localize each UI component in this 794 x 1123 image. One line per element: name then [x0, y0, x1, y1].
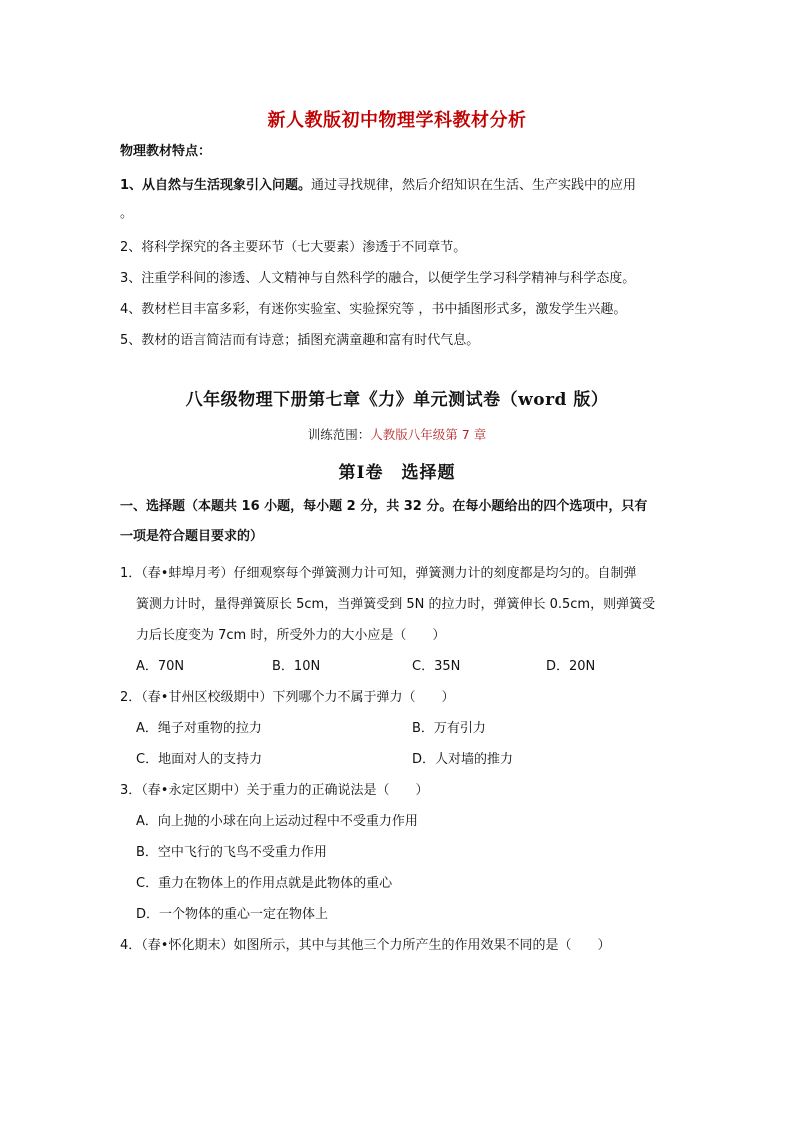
section-instructions-line-2: 一项是符合题目要求的） — [120, 529, 264, 544]
question-2-stem: 2．（春•甘州区校级期中）下列哪个力不属于弹力（ ） — [120, 690, 455, 705]
question-1-option-c: C．35N — [412, 659, 461, 674]
feature-item-5: 5、教材的语言简洁而有诗意；插图充满童趣和富有时代气息。 — [120, 333, 480, 348]
exam-title: 八年级物理下册第七章《力》单元测试卷（word 版） — [185, 390, 609, 410]
question-1-option-b: B．10N — [272, 659, 321, 674]
training-range — [0, 425, 794, 443]
training-range-label: 训练范围： — [307, 427, 371, 442]
question-2-option-d: D．人对墙的推力 — [412, 752, 514, 767]
volume-number: 第Ⅰ卷 — [338, 463, 384, 483]
feature-item-1-text: 通过寻找规律，然后介绍知识在生活、生产实践中的应用 — [311, 178, 637, 193]
question-1-line-3: 力后长度变为 7cm 时，所受外力的大小应是（ ） — [136, 628, 446, 643]
features-heading: 物理教材特点： — [120, 144, 212, 159]
feature-item-1 — [120, 177, 636, 195]
question-4-stem: 4．（春•怀化期末）如图所示，其中与其他三个力所产生的作用效果不同的是（ ） — [120, 938, 611, 953]
training-range-value: 人教版八年级第 7 章 — [370, 427, 487, 442]
section-instructions — [120, 492, 680, 552]
question-2-option-c: C．地面对人的支持力 — [136, 752, 263, 767]
question-3-stem: 3．（春•永定区期中）关于重力的正确说法是（ ） — [120, 783, 429, 798]
question-2-option-b: B．万有引力 — [412, 721, 486, 736]
feature-item-3: 3、注重学科间的渗透、人文精神与自然科学的融合，以便学生学习科学精神与科学态度。 — [120, 271, 636, 286]
feature-item-2: 2、将科学探究的各主要环节（七大要素）渗透于不同章节。 — [120, 240, 467, 255]
feature-item-1-lead: 1、从自然与生活现象引入问题。 — [120, 178, 312, 193]
question-3-option-a: A．向上抛的小球在向上运动过程中不受重力作用 — [136, 814, 418, 829]
question-3-option-d: D．一个物体的重心一定在物体上 — [136, 907, 329, 922]
feature-item-1-continuation: 。 — [120, 206, 134, 221]
question-2-option-a: A．绳子对重物的拉力 — [136, 721, 262, 736]
volume-name: 选择题 — [401, 463, 456, 483]
question-1-line-1: 1．（春•蚌埠月考）仔细观察每个弹簧测力计可知，弹簧测力计的刻度都是均匀的。自制弹 — [120, 566, 637, 581]
question-1-option-d: D．20N — [546, 659, 596, 674]
question-3-option-b: B．空中飞行的飞鸟不受重力作用 — [136, 845, 327, 860]
question-1-option-a: A．70N — [136, 659, 185, 674]
analysis-title: 新人教版初中物理学科教材分析 — [267, 110, 527, 131]
volume-title — [0, 458, 794, 483]
question-1-line-2: 簧测力计时，量得弹簧原长 5cm，当弹簧受到 5N 的拉力时，弹簧伸长 0.5cm，则弹簧受 — [136, 597, 656, 612]
feature-item-4: 4、教材栏目丰富多彩，有迷你实验室、实验探究等 ，书中插图形式多，激发学生兴趣。 — [120, 302, 627, 317]
section-instructions-line-1: 一、选择题（本题共 16 小题，每小题 2 分，共 32 分。在每小题给出的四个选项中，只有 — [120, 499, 648, 514]
question-3-option-c: C．重力在物体上的作用点就是此物体的重心 — [136, 876, 393, 891]
